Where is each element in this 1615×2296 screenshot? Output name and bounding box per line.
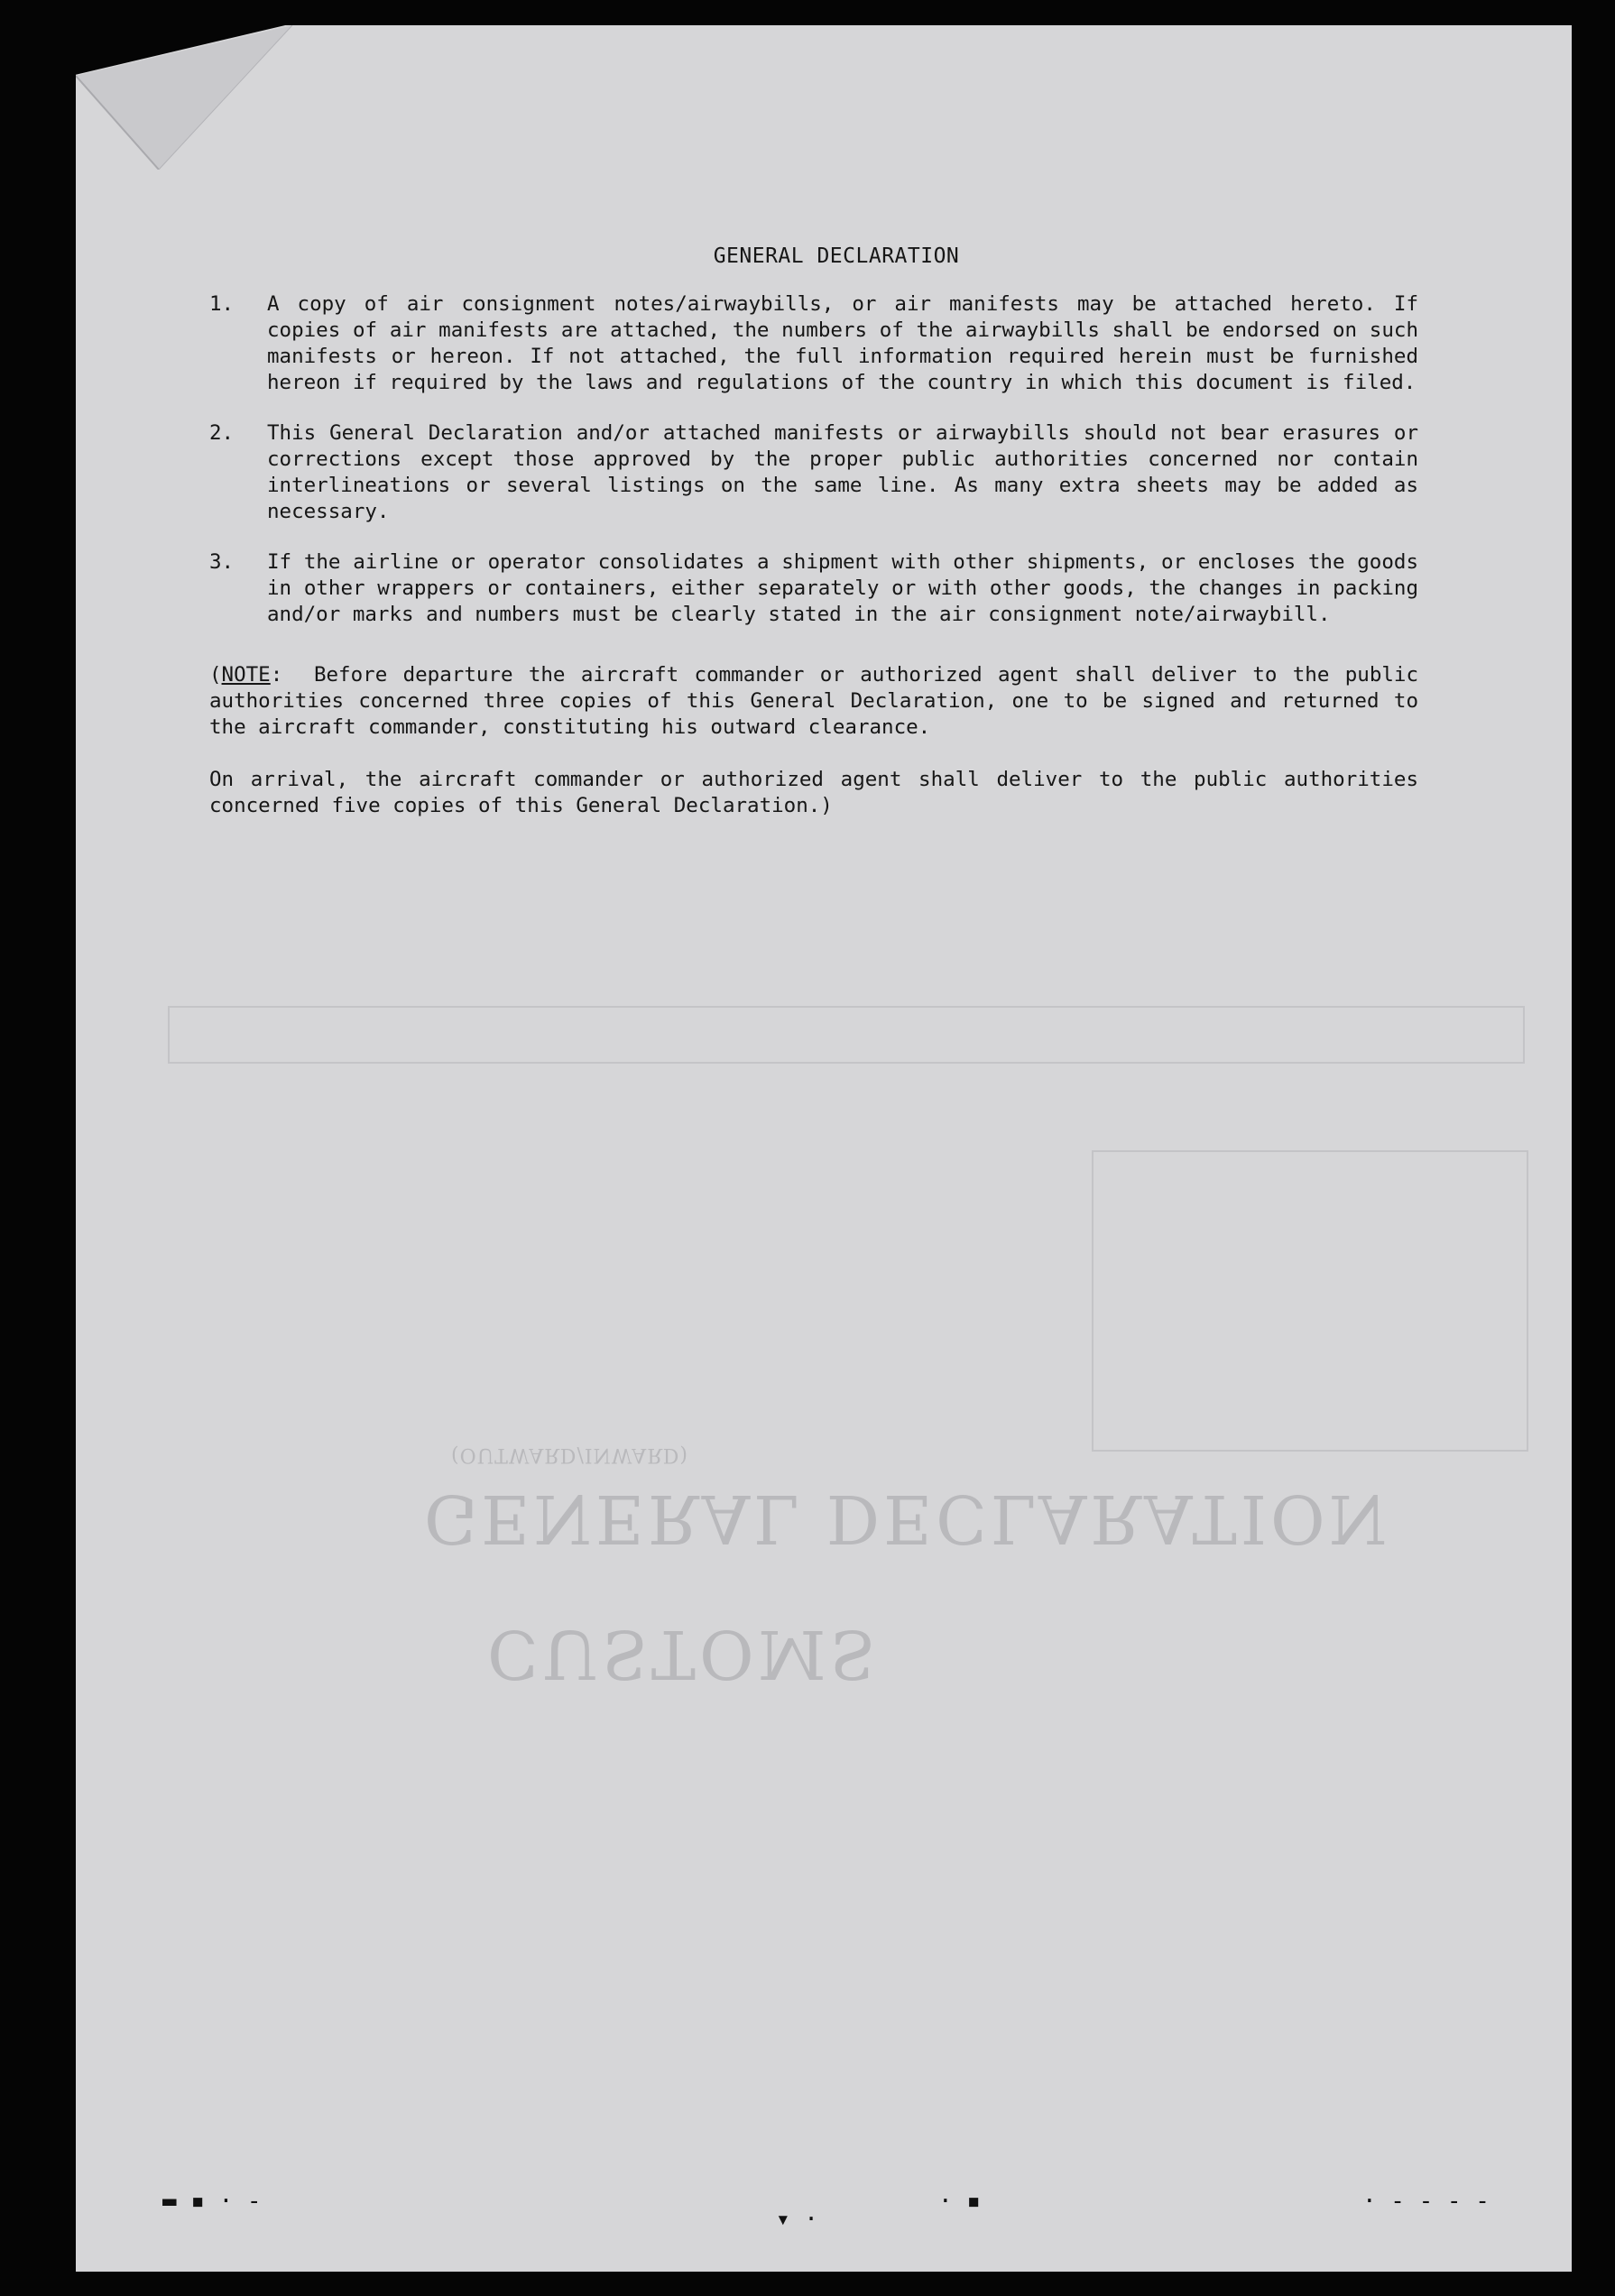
item-number: 1. bbox=[209, 292, 235, 316]
item-text: If the airline or operator consolidates a shipment with other shipments, or encloses the goods in other wrappers or containers, either separately or with other goods, the changes in packing and/or marks and numbers must be clearly stated in the air consignment note/airwaybill. bbox=[267, 550, 1418, 626]
scan-specks: ▬ ▪ · ‐ bbox=[162, 2188, 262, 2215]
item-number: 2. bbox=[209, 421, 235, 445]
bleed-through-heading: GENERAL DECLARATION bbox=[424, 1480, 1391, 1557]
note-open-paren: ( bbox=[209, 663, 222, 687]
note-label: NOTE bbox=[221, 663, 271, 687]
scan-specks-3: · ▪ bbox=[938, 2188, 981, 2215]
item-text: This General Declaration and/or attached manifests or airwaybills should not bear erasures or corrections except those approved by the proper public authorities concerned nor contain interlineations or several listings on the same line. As many extra sheets may be added as necessary. bbox=[267, 421, 1418, 523]
note-text: Before departure the aircraft commander or authorized agent shall deliver to the public authorities concerned three copies of this General Declaration, one to be signed and returned to the aircraft commander, constituting his outward clearance. bbox=[209, 663, 1419, 739]
scan-specks-2: ▾ · bbox=[776, 2206, 818, 2233]
bleed-through-line: (OUTWARD/INWARD) bbox=[451, 1443, 688, 1466]
item-text: A copy of air consignment notes/airwaybills, or air manifests may be attached hereto. If copies of air manifests are attached, the numbers of the airwaybills shall be endorsed on such manifests or hereon. If not attached, the full information required herein must be furnished hereon if required by the laws and regulations of the country in which this document is filed. bbox=[267, 292, 1418, 394]
declaration-body bbox=[209, 244, 1418, 819]
scan-specks-4: · ‐ ‐ ‐ ‐ bbox=[1362, 2188, 1490, 2215]
instruction-item-2 bbox=[209, 420, 1418, 525]
arrival-paragraph: On arrival, the aircraft commander or authorized agent shall deliver to the public authorities concerned five copies of this General Declaration.) bbox=[209, 768, 1418, 817]
instruction-item-3 bbox=[209, 549, 1418, 628]
note-paragraph bbox=[209, 662, 1418, 741]
bleed-through-heading-2: CUSTOMS bbox=[487, 1615, 880, 1692]
item-number: 3. bbox=[209, 550, 235, 574]
instruction-item-1 bbox=[209, 291, 1418, 396]
page-title: GENERAL DECLARATION bbox=[713, 244, 960, 268]
note-colon: : bbox=[270, 663, 283, 687]
